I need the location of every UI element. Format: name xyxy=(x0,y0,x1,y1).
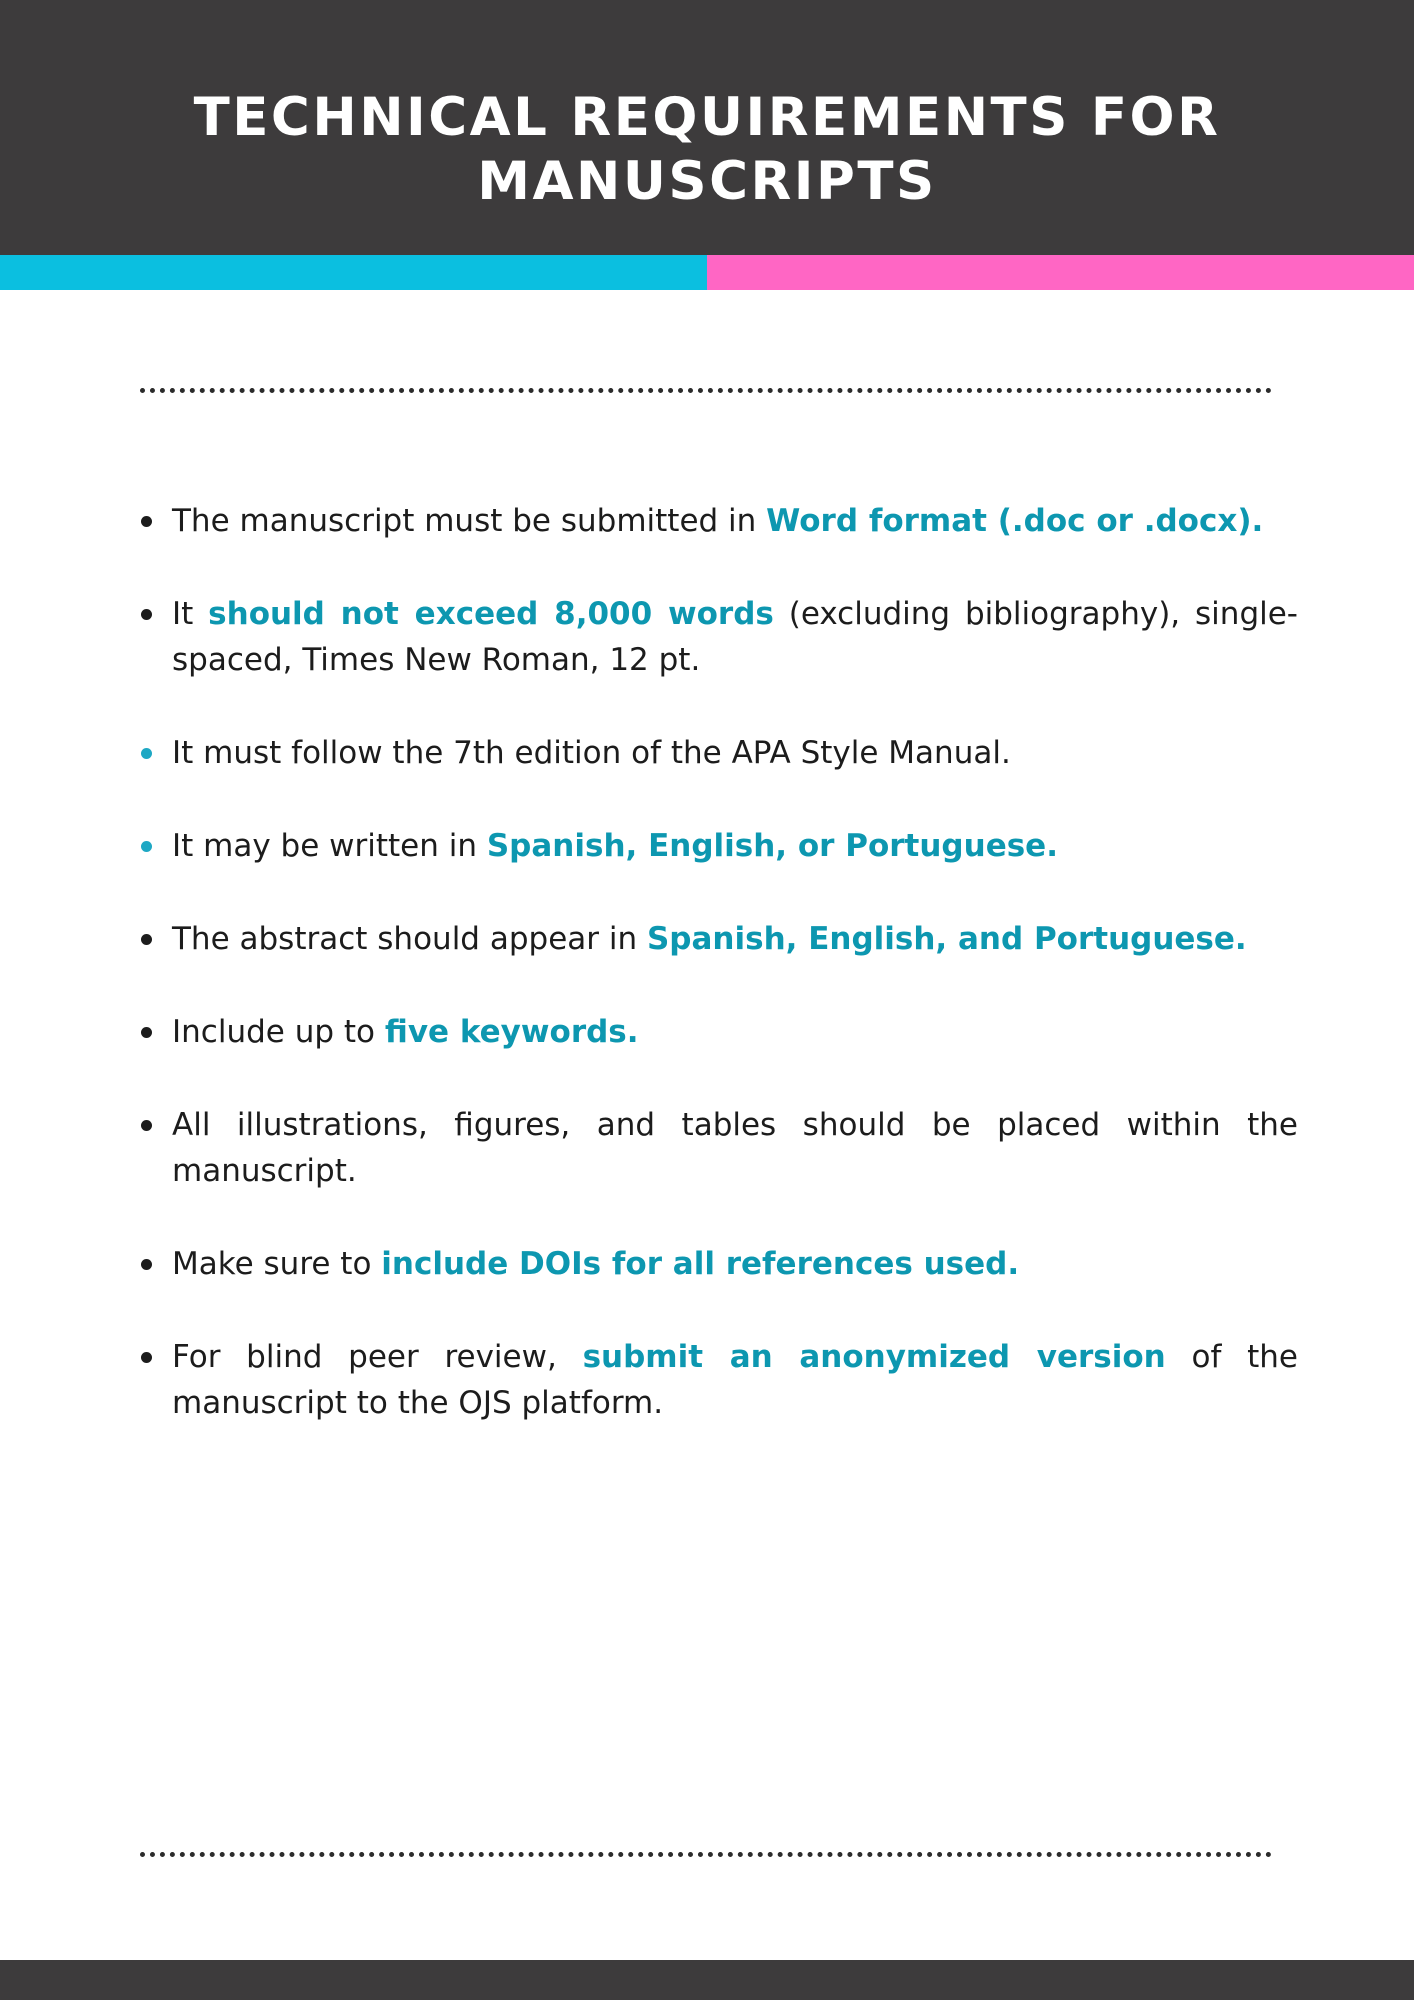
requirement-text: It may be written in xyxy=(172,828,487,864)
requirement-highlight: submit an anonymized version xyxy=(582,1339,1166,1375)
header-banner xyxy=(0,0,1414,255)
requirement-highlight: Spanish, English, or Portuguese. xyxy=(486,828,1058,864)
bullet-dot-icon xyxy=(141,841,152,852)
requirement-item xyxy=(140,1241,1298,1287)
requirement-item xyxy=(140,1009,1298,1055)
bullet-dot-icon xyxy=(141,1259,152,1270)
bullet-dot-icon xyxy=(141,609,152,620)
bullet-dot-icon xyxy=(141,516,152,527)
requirement-text: It xyxy=(172,596,209,632)
requirement-text: Include up to xyxy=(172,1014,385,1050)
requirement-item xyxy=(140,730,1298,776)
requirement-item xyxy=(140,1334,1298,1426)
requirement-item xyxy=(140,591,1298,683)
footer-bar xyxy=(0,1960,1414,2000)
bullet-dot-icon xyxy=(141,934,152,945)
bullet-dot-icon xyxy=(141,1120,152,1131)
requirement-text: The abstract should appear in xyxy=(172,921,647,957)
requirement-item xyxy=(140,823,1298,869)
bullet-dot-icon xyxy=(141,748,152,759)
requirement-text: of the manuscript to the OJS platform. xyxy=(172,1339,1298,1421)
requirements-list xyxy=(140,498,1298,1473)
requirement-item xyxy=(140,1102,1298,1194)
requirement-highlight: Spanish, English, and Portuguese. xyxy=(646,921,1247,957)
bullet-dot-icon xyxy=(141,1352,152,1363)
requirement-text: All illustrations, figures, and tables should be placed within the manuscript. xyxy=(172,1107,1298,1189)
requirement-highlight: include DOIs for all references used. xyxy=(381,1246,1020,1282)
pink-accent-bar xyxy=(707,255,1414,290)
requirement-highlight: five keywords. xyxy=(384,1014,639,1050)
requirement-text: It must follow the 7th edition of the APA Style Manual. xyxy=(172,735,1011,771)
requirement-item xyxy=(140,498,1298,544)
page-title: TECHNICAL REQUIREMENTS FOR MANUSCRIPTS xyxy=(193,87,1221,212)
requirement-text: (excluding bibliography), single-spaced, Times New Roman, 12 pt. xyxy=(172,596,1298,678)
bottom-dotted-divider xyxy=(140,1852,1272,1857)
requirement-text: Make sure to xyxy=(172,1246,382,1282)
bullet-dot-icon xyxy=(141,1027,152,1038)
requirement-item xyxy=(140,916,1298,962)
requirement-text: For blind peer review, xyxy=(172,1339,583,1375)
requirement-highlight: should not exceed 8,000 words xyxy=(208,596,774,632)
requirement-text: The manuscript must be submitted in xyxy=(172,503,767,539)
requirement-highlight: Word format (.doc or .docx). xyxy=(766,503,1264,539)
cyan-accent-bar xyxy=(0,255,707,290)
top-dotted-divider xyxy=(140,388,1272,393)
